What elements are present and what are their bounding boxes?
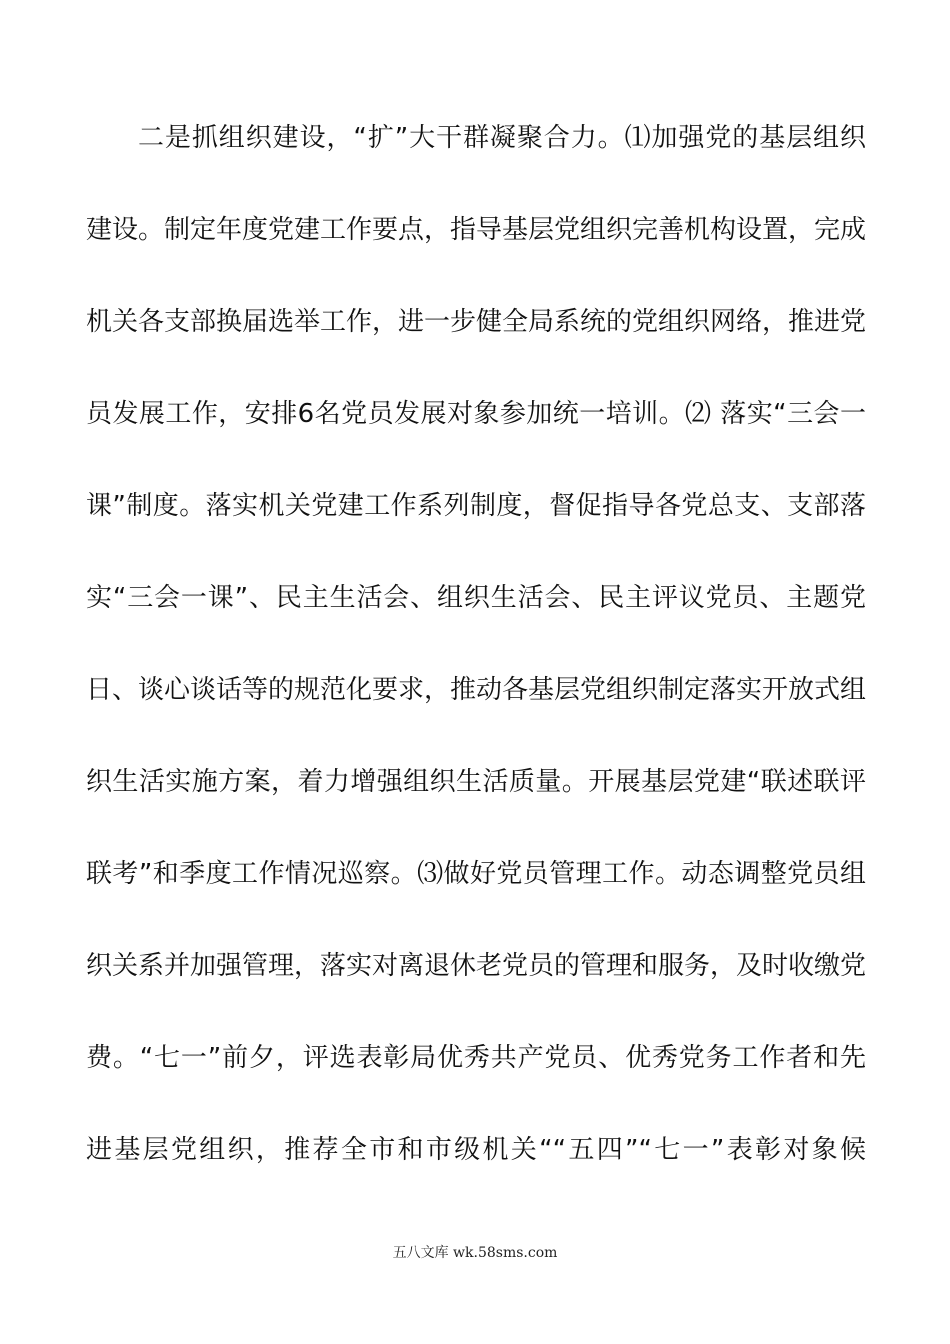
text-line-3: 机关各支部换届选举工作，进一步健全局系统的党组织网络，推进党	[86, 307, 867, 337]
text-line-1: 二是抓组织建设，“扩”大干群凝聚合力。⑴加强党的基层组织	[138, 123, 866, 153]
body-paragraph	[86, 108, 866, 1212]
text-line-12: 进基层党组织，推荐全市和市级机关““五四”“七一”表彰对象候	[86, 1135, 866, 1165]
text-line-2: 建设。制定年度党建工作要点，指导基层党组织完善机构设置，完成	[86, 215, 867, 245]
text-line-8: 织生活实施方案，着力增强组织生活质量。开展基层党建“联述联评	[86, 767, 866, 797]
text-line-4: 员发展工作，安排6名党员发展对象参加统一培训。⑵ 落实“三会一	[86, 399, 866, 429]
text-line-10: 织关系并加强管理，落实对离退休老党员的管理和服务，及时收缴党	[86, 951, 867, 981]
footer-watermark: 五八文库 wk.58sms.com	[392, 1245, 558, 1261]
text-line-5: 课”制度。落实机关党建工作系列制度，督促指导各党总支、支部落	[86, 491, 866, 521]
text-line-6: 实“三会一课”、民主生活会、组织生活会、民主评议党员、主题党	[86, 583, 866, 613]
text-line-7: 日、谈心谈话等的规范化要求，推动各基层党组织制定落实开放式组	[86, 675, 867, 705]
text-line-9: 联考”和季度工作情况巡察。⑶做好党员管理工作。动态调整党员组	[86, 859, 866, 889]
text-line-11: 费。“七一”前夕，评选表彰局优秀共产党员、优秀党务工作者和先	[86, 1043, 866, 1073]
